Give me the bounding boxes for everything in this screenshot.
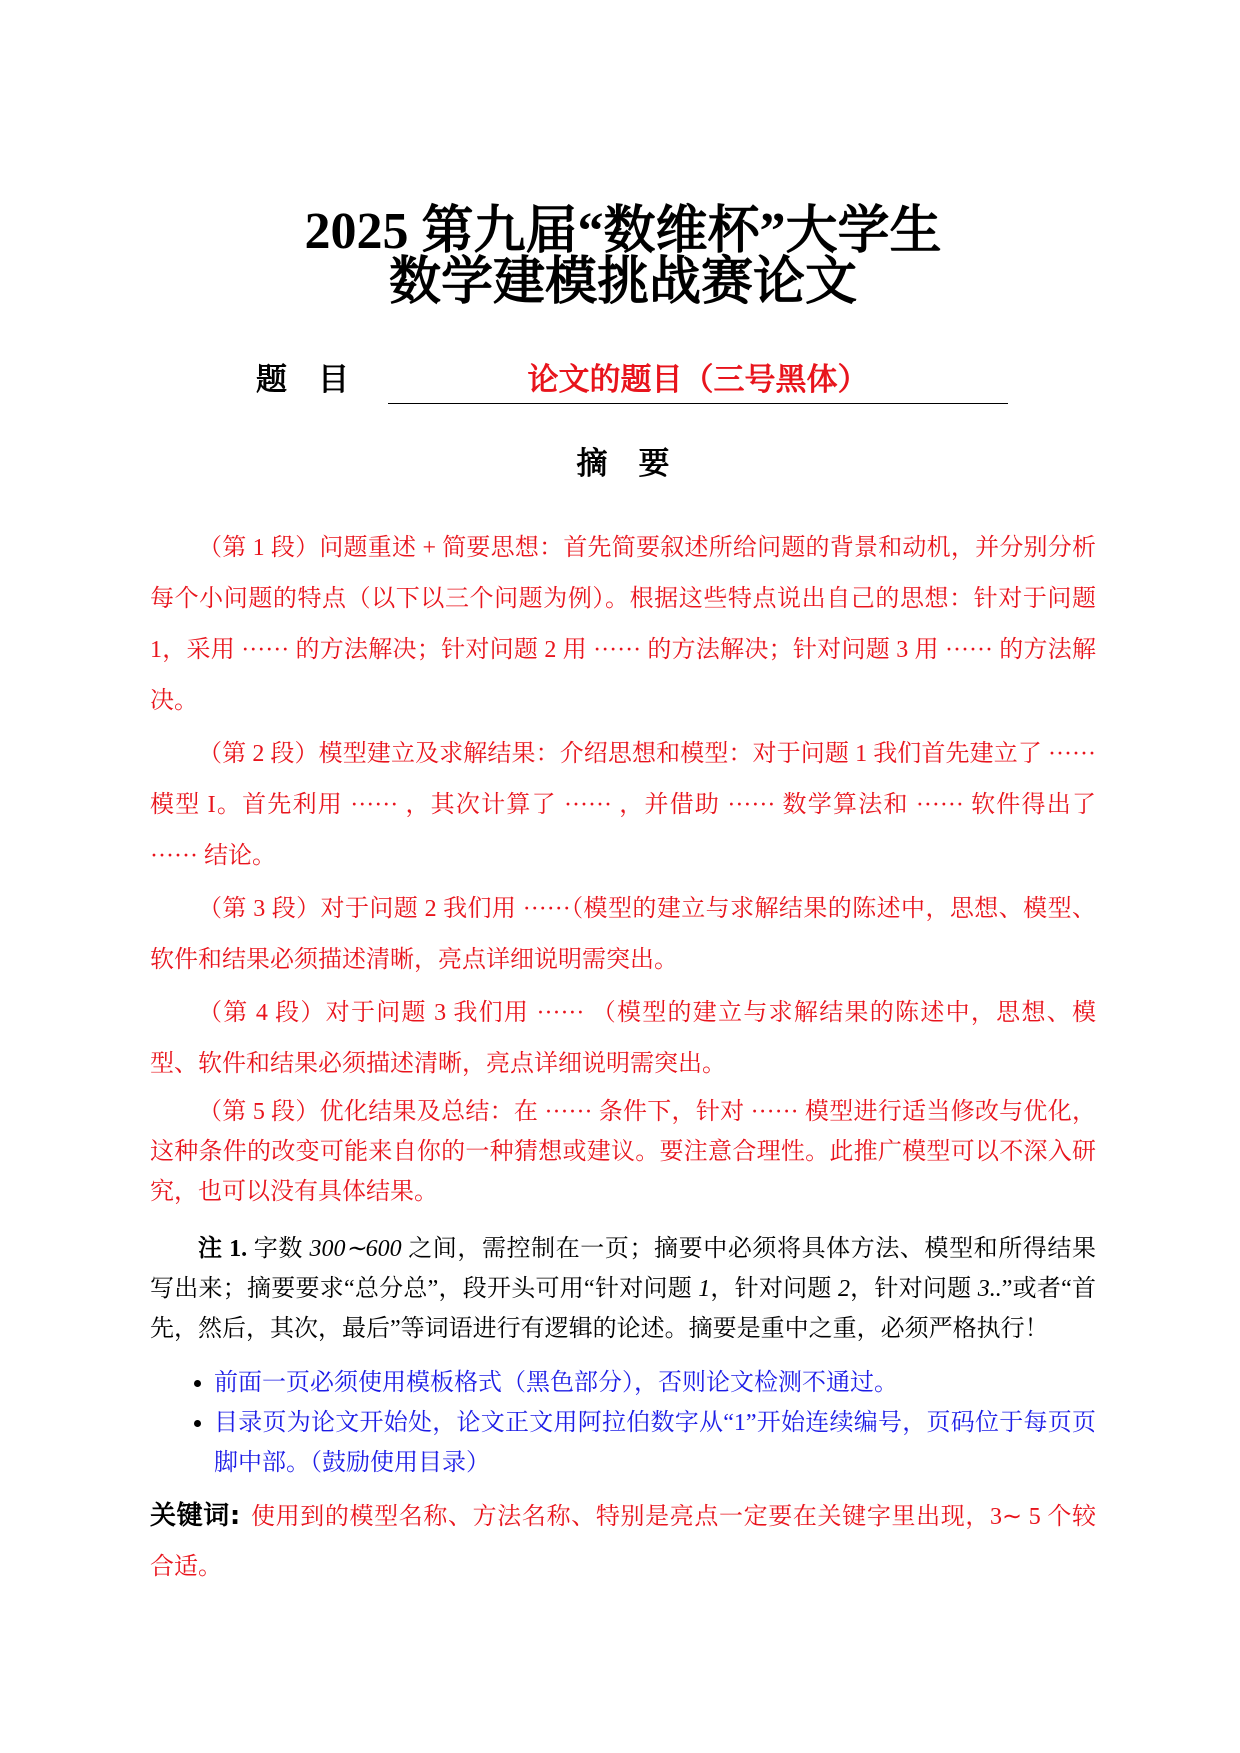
note-problem-number: 1 bbox=[698, 1276, 711, 1302]
keywords-label: 关键词: bbox=[150, 1501, 241, 1531]
abstract-paragraph-1: （第 1 段）问题重述 + 简要思想：首先简要叙述所给问题的背景和动机，并分别分析每个小问题的特点（以下以三个问题为例）。根据这些特点说出自己的思想：针对于问题 1，采用 ······ 的方法解决；针对问题 2 用 ······ 的方法解决；针对问题 3 用 ······ 的方法解决。 bbox=[150, 535, 1096, 714]
note-problem-number: 2 bbox=[837, 1276, 850, 1302]
keywords-text: 使用到的模型名称、方法名称、特别是亮点一定要在关键字里出现，3∼ 5 个较合适。 bbox=[150, 1504, 1096, 1580]
notice-list bbox=[150, 1363, 1096, 1483]
abstract-paragraph-2: （第 2 段）模型建立及求解结果：介绍思想和模型：对于问题 1 我们首先建立了 ······ 模型 I。首先利用 ······ ，其次计算了 ······ ，并借助 ······ 数学算法和 ······ 软件得出了 ······ 结论。 bbox=[150, 741, 1096, 869]
note-label: 注 1. bbox=[198, 1236, 248, 1262]
note-text: ，针对问题 bbox=[849, 1276, 978, 1302]
abstract-page-content bbox=[150, 0, 1096, 1592]
competition-title bbox=[150, 203, 1096, 311]
note-text: ”或者“首先，然后，其次，最后”等词语进行有逻辑的论述。摘要是重中之重，必须严格执行！ bbox=[150, 1276, 1096, 1342]
notice-item bbox=[150, 1363, 1096, 1403]
competition-title-line-1: 2025 第九届“数维杯”大学生 bbox=[304, 203, 942, 260]
competition-title-line-2: 数学建模挑战赛论文 bbox=[388, 254, 857, 311]
abstract-note bbox=[150, 1229, 1096, 1349]
topic-title-field: 论文的题目（三号黑体） bbox=[388, 358, 1008, 404]
notice-text: 目录页为论文开始处，论文正文用阿拉伯数字从“1”开始连续编号，页码位于每页页脚中部。（鼓励使用目录） bbox=[214, 1410, 1096, 1476]
notice-item bbox=[150, 1403, 1096, 1483]
note-word-count-range: 300∼600 bbox=[309, 1236, 402, 1262]
note-problem-number: 3.. bbox=[977, 1276, 1002, 1302]
abstract-paragraph-5: （第 5 段）优化结果及总结：在 ······ 条件下，针对 ······ 模型进行适当修改与优化，这种条件的改变可能来自你的一种猜想或建议。要注意合理性。此推广模型可以不深入研究，也可以没有具体结果。 bbox=[150, 1099, 1096, 1205]
abstract-paragraph-3: （第 3 段）对于问题 2 我们用 ······（模型的建立与求解结果的陈述中，思想、模型、软件和结果必须描述清晰，亮点详细说明需突出。 bbox=[150, 896, 1096, 973]
abstract-body bbox=[150, 523, 1096, 1212]
abstract-heading: 摘 要 bbox=[576, 446, 670, 482]
note-text: 字数 bbox=[247, 1236, 310, 1262]
keywords-line bbox=[150, 1491, 1096, 1592]
bullet-dot bbox=[194, 1380, 201, 1387]
topic-row bbox=[150, 358, 1096, 405]
notice-text: 前面一页必须使用模板格式（黑色部分），否则论文检测不通过。 bbox=[214, 1370, 898, 1396]
topic-label: 题 目 bbox=[256, 362, 349, 398]
abstract-paragraph-4: （第 4 段）对于问题 3 我们用 ······ （模型的建立与求解结果的陈述中，思想、模型、软件和结果必须描述清晰，亮点详细说明需突出。 bbox=[150, 1000, 1096, 1077]
note-text: ，针对问题 bbox=[710, 1276, 838, 1302]
note-text: 之间，需控制在一页；摘要中必须将具体方法、模型和所得结果写出来；摘要要求“总分总”，段开头可用“针对问题 bbox=[150, 1236, 1097, 1302]
bullet-dot bbox=[194, 1420, 201, 1427]
